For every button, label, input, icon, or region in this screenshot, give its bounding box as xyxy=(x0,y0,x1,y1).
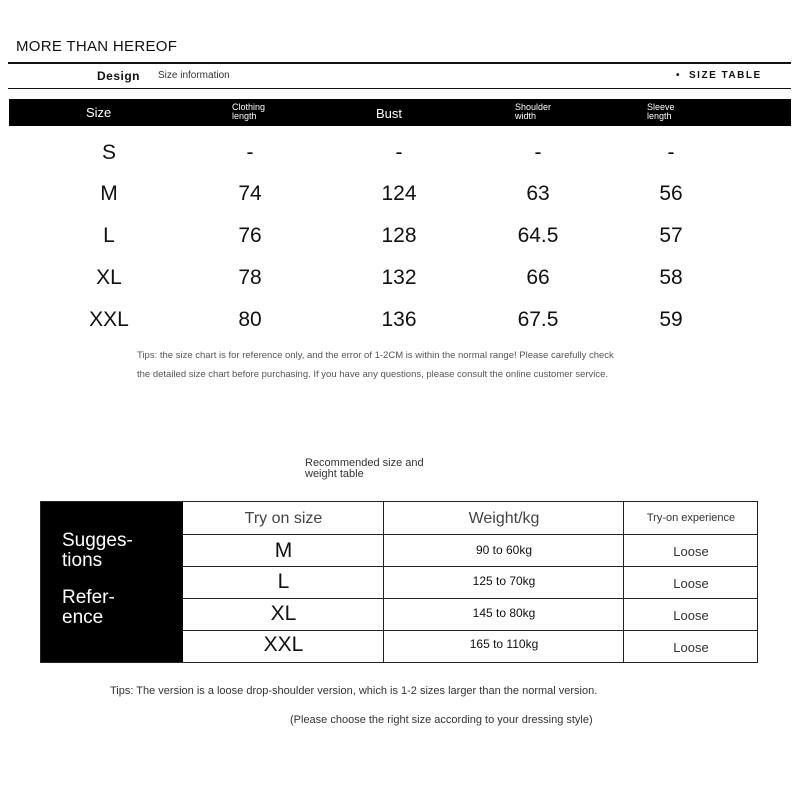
row-clothing-length: 76 xyxy=(238,224,262,247)
size-table-label xyxy=(676,70,762,81)
column-divider xyxy=(383,502,384,662)
bullet-icon: • xyxy=(676,70,682,81)
row-bust: 124 xyxy=(381,182,417,205)
col-sleeve-length: Sleeve length xyxy=(647,102,675,121)
col-bust: Bust xyxy=(376,106,403,121)
weight-range: 165 to 110kg xyxy=(469,637,539,651)
row-shoulder-width: - xyxy=(534,141,542,164)
side-label-suggestions: Sugges- tions xyxy=(62,530,133,571)
weight-table-title: Recommended size and weight table xyxy=(305,457,424,480)
version-tip: Tips: The version is a loose drop-shoulder version, which is 1-2 sizes larger than the normal version. xyxy=(110,685,598,697)
size-table-text: SIZE TABLE xyxy=(689,70,762,81)
col-try-on-size: Try on size xyxy=(244,510,323,527)
row-sleeve-length: 56 xyxy=(659,182,683,205)
row-shoulder-width: 67.5 xyxy=(517,308,559,331)
row-bust: 136 xyxy=(381,308,417,331)
column-divider xyxy=(623,502,624,662)
design-label: Design xyxy=(97,69,141,83)
try-on-experience: Loose xyxy=(673,544,709,559)
row-shoulder-width: 64.5 xyxy=(517,224,559,247)
row-clothing-length: 78 xyxy=(238,266,262,289)
size-information-label: Size information xyxy=(158,70,230,81)
row-divider xyxy=(183,534,757,535)
try-on-size: XXL xyxy=(263,633,304,656)
try-on-experience: Loose xyxy=(673,576,709,591)
row-size: L xyxy=(103,224,115,247)
col-clothing-length: Clothing length xyxy=(232,102,266,121)
row-divider xyxy=(183,630,757,631)
weight-range: 145 to 80kg xyxy=(472,606,536,620)
row-clothing-length: 74 xyxy=(238,182,262,205)
dressing-style-note: (Please choose the right size according to your dressing style) xyxy=(290,714,593,726)
try-on-experience: Loose xyxy=(673,608,709,623)
row-clothing-length: 80 xyxy=(238,308,262,331)
size-table-header xyxy=(9,99,791,126)
weight-range: 90 to 60kg xyxy=(475,543,533,557)
try-on-size: XL xyxy=(270,602,297,625)
row-sleeve-length: - xyxy=(667,141,675,164)
side-label-reference: Refer- ence xyxy=(62,587,115,628)
row-size: XXL xyxy=(89,308,129,331)
weight-range: 125 to 70kg xyxy=(472,574,536,588)
row-clothing-length: - xyxy=(246,141,254,164)
try-on-size: L xyxy=(277,570,290,593)
col-weight: Weight/kg xyxy=(468,510,540,527)
row-sleeve-length: 59 xyxy=(659,308,683,331)
try-on-experience: Loose xyxy=(673,640,709,655)
row-size: M xyxy=(100,182,118,205)
size-tip-line-2: the detailed size chart before purchasing. If you have any questions, please consult the online customer service. xyxy=(137,369,609,380)
size-tip-line-1: Tips: the size chart is for reference only, and the error of 1-2CM is within the normal range! Please carefully check xyxy=(137,350,614,361)
row-sleeve-length: 58 xyxy=(659,266,683,289)
col-size: Size xyxy=(86,105,112,120)
row-divider xyxy=(183,566,757,567)
row-shoulder-width: 63 xyxy=(526,182,550,205)
weight-table xyxy=(40,501,758,663)
weight-table-side-panel xyxy=(41,502,183,662)
row-bust: 132 xyxy=(381,266,417,289)
row-divider xyxy=(183,598,757,599)
col-try-on-experience: Try-on experience xyxy=(646,512,736,524)
top-rule xyxy=(8,62,791,64)
row-sleeve-length: 57 xyxy=(659,224,683,247)
bottom-rule xyxy=(8,88,791,89)
col-shoulder-width: Shoulder width xyxy=(515,102,552,121)
row-bust: - xyxy=(395,141,403,164)
row-bust: 128 xyxy=(381,224,417,247)
row-size: S xyxy=(101,141,116,164)
brand-title: MORE THAN HEREOF xyxy=(16,38,178,55)
try-on-size: M xyxy=(274,539,293,562)
row-size: XL xyxy=(96,266,122,289)
row-shoulder-width: 66 xyxy=(526,266,550,289)
